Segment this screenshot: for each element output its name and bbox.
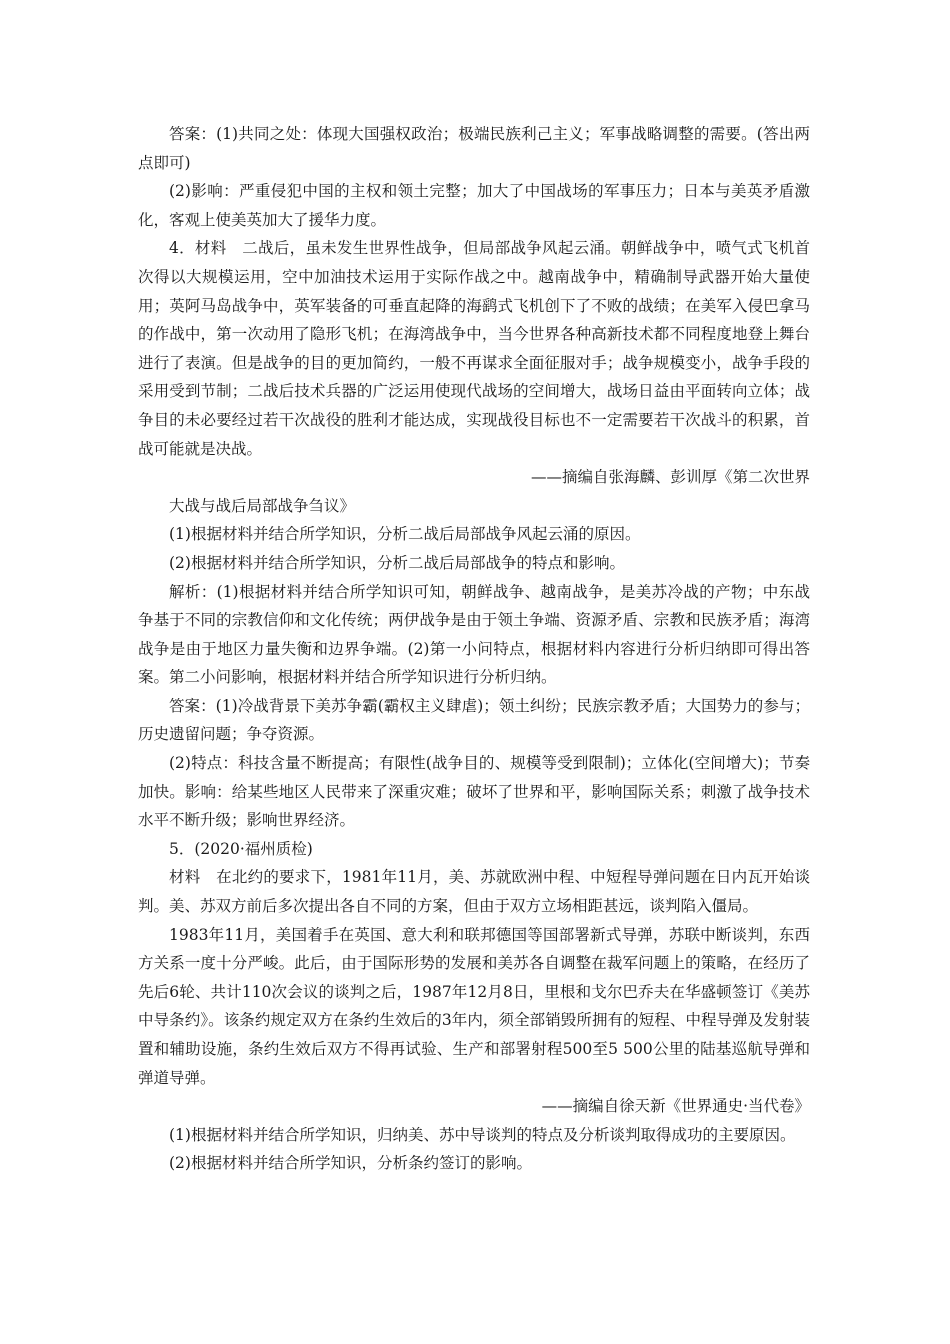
citation-line: 大战与战后局部战争刍议》 [169, 496, 356, 515]
citation-line: ——摘编自徐天新《世界通史·当代卷》 [541, 1097, 810, 1116]
question-paragraph: (2)根据材料并结合所学知识，分析条约签订的影响。 [169, 1154, 532, 1173]
question-paragraph: (1)根据材料并结合所学知识，归纳美、苏中导谈判的特点及分析谈判取得成功的主要原因。 [169, 1125, 796, 1144]
answer-paragraph: (2)影响：严重侵犯中国的主权和领土完整；加大了中国战场的军事压力；日本与美英矛盾激化，客观上使美英加大了援华力度。 [138, 182, 810, 229]
question-heading: 5．(2020·福州质检) [169, 839, 313, 858]
document-body [138, 120, 810, 1178]
citation-line: ——摘编自张海麟、彭训厚《第二次世界 [530, 468, 810, 487]
analysis-paragraph: 解析：(1)根据材料并结合所学知识可知，朝鲜战争、越南战争，是美苏冷战的产物；中东战争基于不同的宗教信仰和文化传统；两伊战争是由于领土争端、资源矛盾、宗教和民族矛盾；海湾战争是由于地区力量失衡和边界争端。(2)第一小问特点，根据材料内容进行分析归纳即可得出答案。第二小问影响，根据材料并结合所学知识进行分析归纳。 [138, 582, 810, 687]
question-material-paragraph: 1983年11月，美国着手在英国、意大利和联邦德国等国部署新式导弹，苏联中断谈判，东西方关系一度十分严峻。此后，由于国际形势的发展和美苏各自调整在裁军问题上的策略，在经历了先后6轮、共计110次会议的谈判之后，1987年12月8日，里根和戈尔巴乔夫在华盛顿签订《美苏中导条约》。该条约规定双方在条约生效后的3年内，须全部销毁所拥有的短程、中程导弹及发射装置和辅助设施，条约生效后双方不得再试验、生产和部署射程500至5 500公里的陆基巡航导弹和弹道导弹。 [138, 925, 810, 1087]
question-paragraph: (1)根据材料并结合所学知识，分析二战后局部战争风起云涌的原因。 [169, 525, 641, 544]
answer-paragraph: (2)特点：科技含量不断提高；有限性(战争目的、规模等受到限制)；立体化(空间增大)；节奏加快。影响：给某些地区人民带来了深重灾难；破坏了世界和平，影响国际关系；刺激了战争技术水平不断升级；影响世界经济。 [138, 754, 810, 830]
question-material-paragraph: 材料 在北约的要求下，1981年11月，美、苏就欧洲中程、中短程导弹问题在日内瓦开始谈判。美、苏双方前后多次提出各自不同的方案，但由于双方立场相距甚远，谈判陷入僵局。 [138, 868, 810, 916]
answer-paragraph: 答案：(1)冷战背景下美苏争霸(霸权主义肆虐)；领土纠纷；民族宗教矛盾；大国势力的参与；历史遗留问题；争夺资源。 [138, 696, 810, 744]
answer-paragraph: 答案：(1)共同之处：体现大国强权政治；极端民族利己主义；军事战略调整的需要。(答出两点即可) [138, 125, 810, 172]
question-material-paragraph: 4．材料 二战后，虽未发生世界性战争，但局部战争风起云涌。朝鲜战争中，喷气式飞机首次得以大规模运用，空中加油技术运用于实际作战之中。越南战争中，精确制导武器开始大量使用；英阿马岛战争中，英军装备的可垂直起降的海鹞式飞机创下了不败的战绩；在美军入侵巴拿马的作战中，第一次动用了隐形飞机；在海湾战争中，当今世界各种高新技术都不同程度地登上舞台进行了表演。但是战争的目的更加简约，一般不再谋求全面征服对手；战争规模变小，战争手段的采用受到节制；二战后技术兵器的广泛运用使现代战场的空间增大，战场日益由平面转向立体；战争目的未必要经过若干次战役的胜利才能达成，实现战役目标也不一定需要若干次战斗的积累，首战可能就是决战。 [138, 239, 810, 458]
question-paragraph: (2)根据材料并结合所学知识，分析二战后局部战争的特点和影响。 [169, 553, 625, 572]
